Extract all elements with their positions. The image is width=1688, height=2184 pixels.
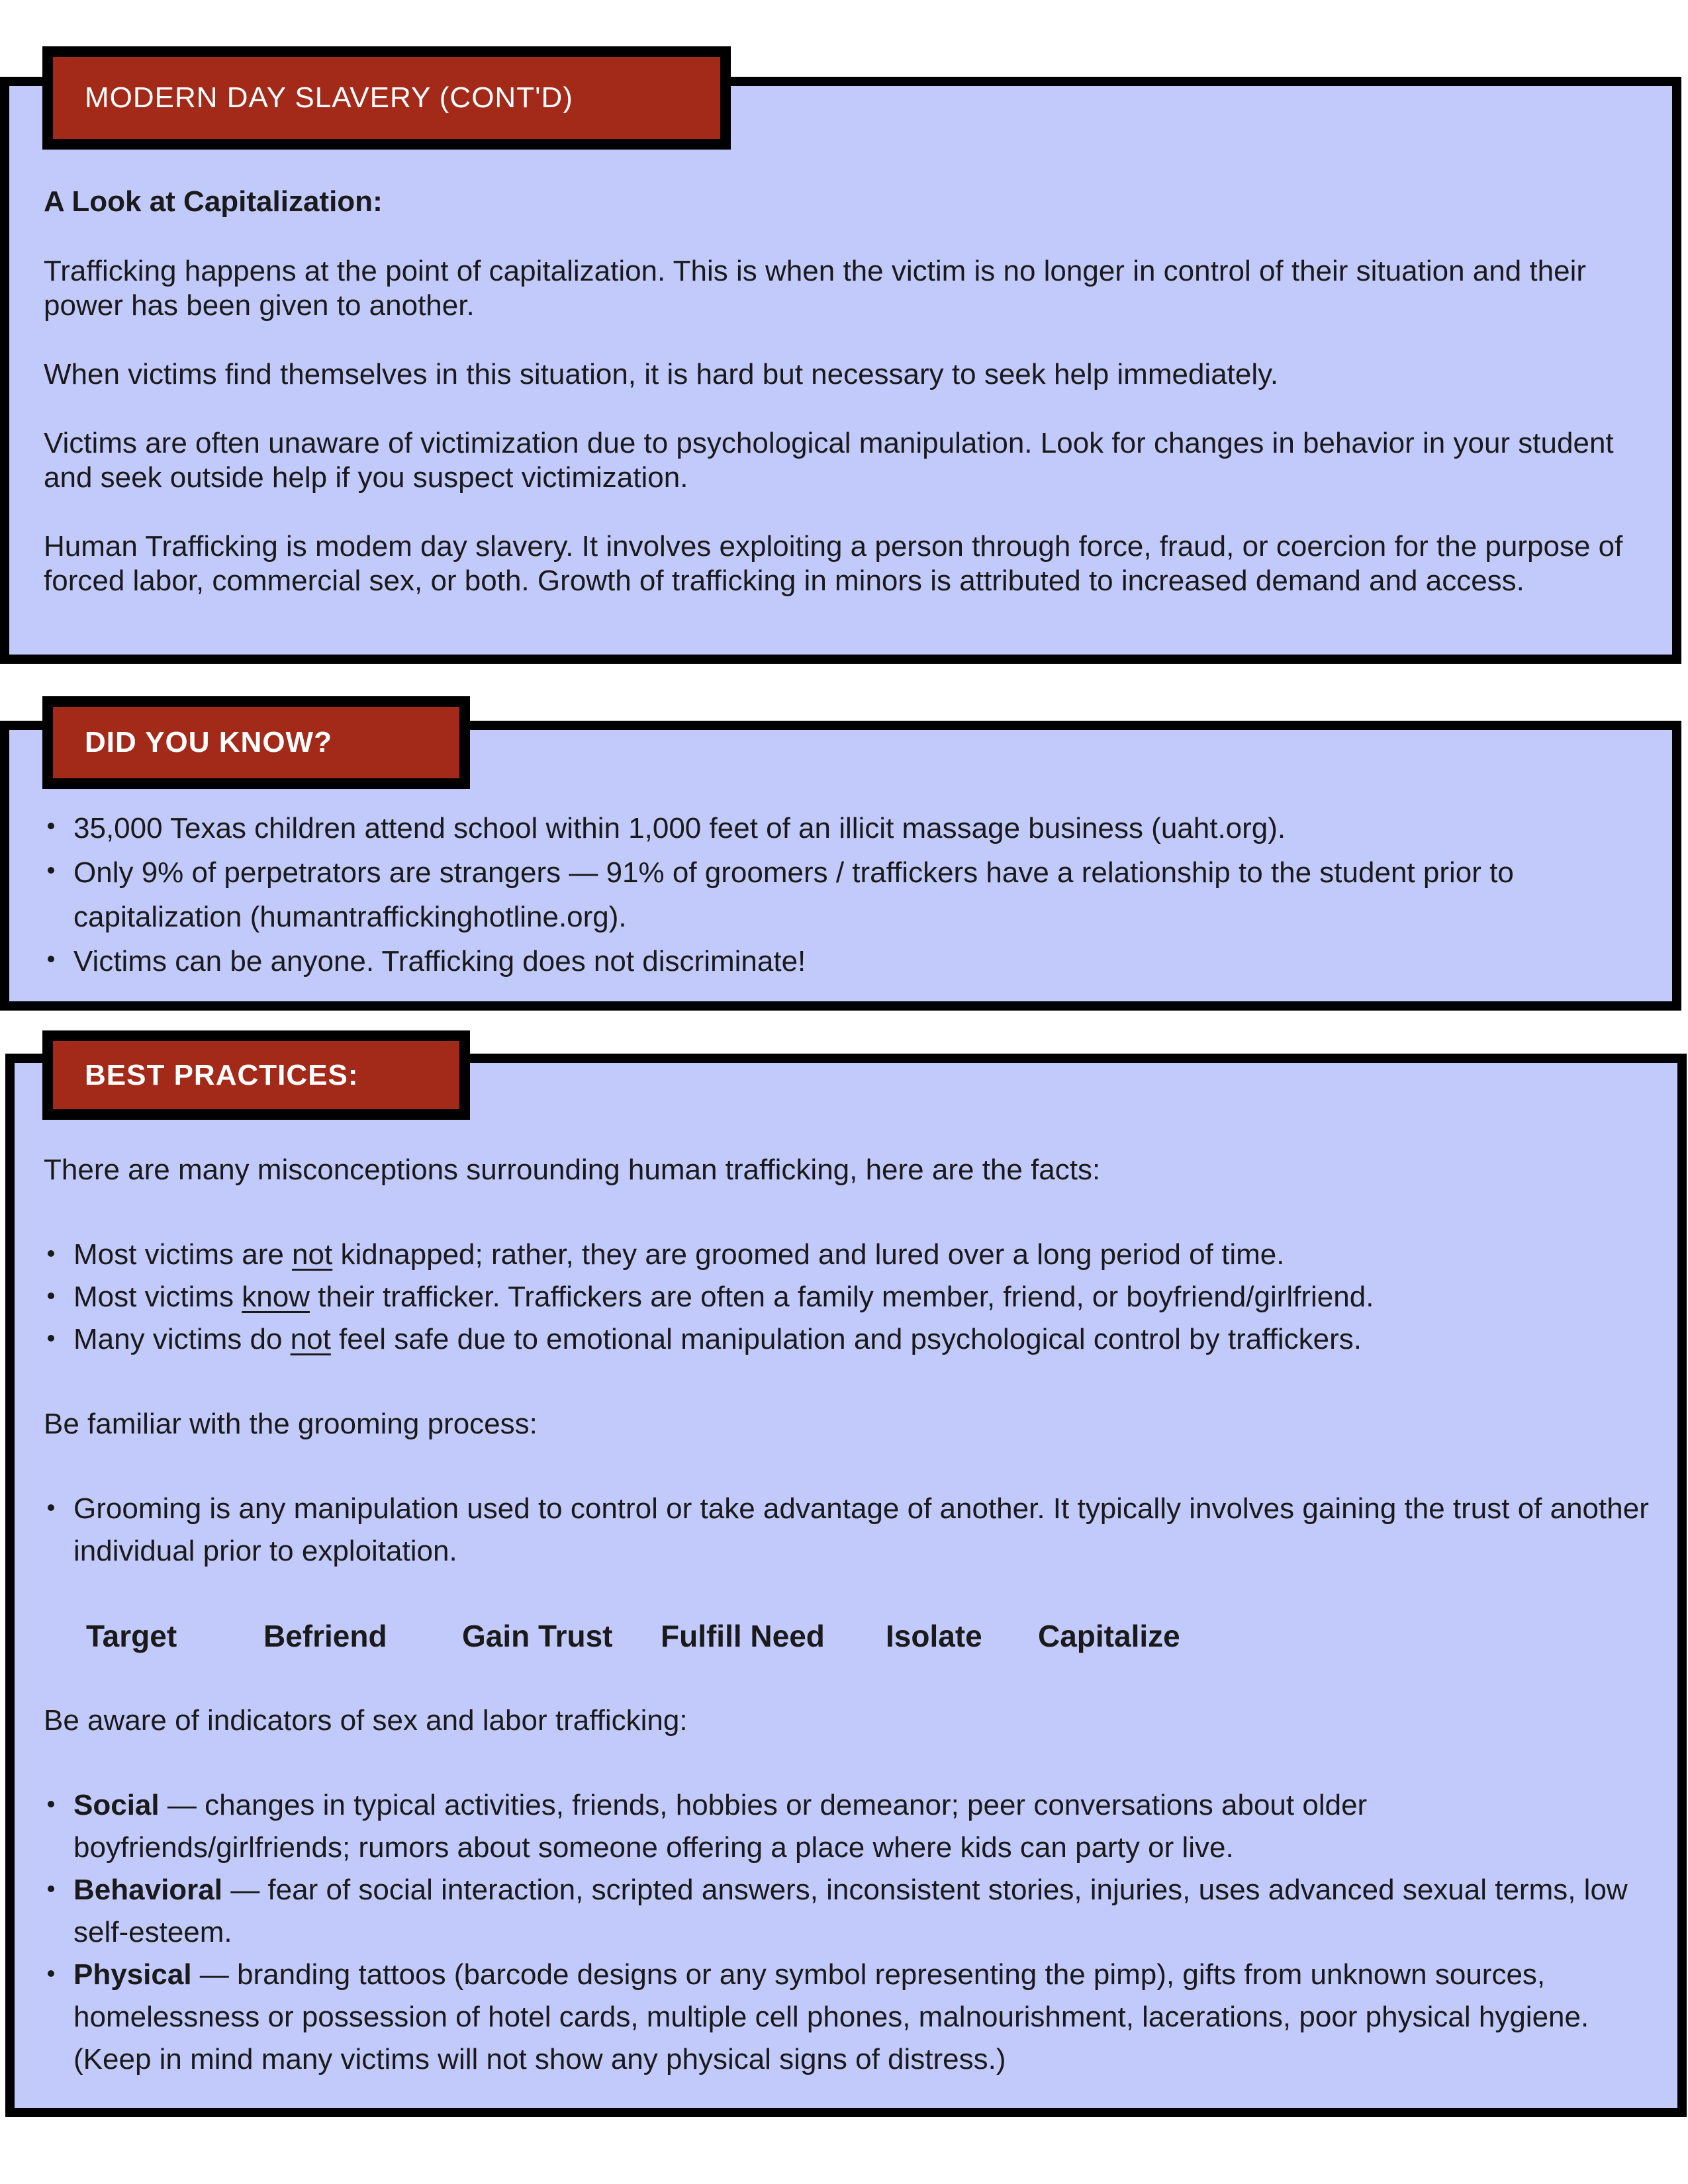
tab-label: MODERN DAY SLAVERY (CONT'D) — [85, 81, 573, 114]
tab-modern-day-slavery — [42, 46, 731, 150]
section1-content — [44, 184, 1646, 598]
grooming-step: Capitalize — [1038, 1619, 1180, 1653]
section1-paragraph: When victims find themselves in this situation, it is hard but necessary to seek help immediately. — [44, 358, 1279, 390]
list-item: Many victims do not feel safe due to emotional manipulation and psychological control by traffickers. — [44, 1318, 1651, 1361]
grooming-steps — [44, 1615, 1651, 1657]
grooming-step: Isolate — [886, 1619, 982, 1653]
section3-content — [44, 1149, 1651, 2081]
list-item: Grooming is any manipulation used to control or take advantage of another. It typically involves gaining the trust of another individual prior to exploitation. — [44, 1488, 1651, 1572]
panel-best-practices — [5, 1054, 1687, 2117]
section1-paragraph: Trafficking happens at the point of capitalization. This is when the victim is no longer in control of their situation and their power has been given to another. — [44, 255, 1587, 322]
tab-did-you-know — [42, 696, 470, 789]
facts-list — [44, 1234, 1651, 1361]
indicators-list — [44, 1784, 1651, 2081]
list-item: 35,000 Texas children attend school within 1,000 feet of an illicit massage business (uaht.org). — [44, 806, 1652, 850]
section1-paragraph: Human Trafficking is modem day slavery. It involves exploiting a person through force, fraud, or coercion for the purpose of forced labor, commercial sex, or both. Growth of trafficking in minors is attributed to increased demand and access. — [44, 530, 1623, 597]
tab-label: DID YOU KNOW? — [85, 726, 332, 758]
list-item: Victims can be anyone. Trafficking does not discriminate! — [44, 939, 1652, 983]
tab-best-practices — [42, 1030, 470, 1120]
section2-content — [44, 806, 1652, 983]
section1-paragraph: Victims are often unaware of victimization due to psychological manipulation. Look for changes in behavior in your student and seek outside help if you suspect victimization. — [44, 427, 1614, 494]
grooming-intro: Be familiar with the grooming process: — [44, 1408, 538, 1440]
list-item: Only 9% of perpetrators are strangers — 91% of groomers / traffickers have a relationship to the student prior to capitalization (humantraffickinghotline.org). — [44, 850, 1652, 939]
grooming-list — [44, 1488, 1651, 1572]
list-item: Behavioral — fear of social interaction, scripted answers, inconsistent stories, injuries, uses advanced sexual terms, low self-esteem. — [44, 1869, 1651, 1954]
section1-heading: A Look at Capitalization: — [44, 185, 383, 218]
best-practices-intro: There are many misconceptions surrounding human trafficking, here are the facts: — [44, 1154, 1101, 1186]
panel-modern-day-slavery — [0, 77, 1681, 664]
grooming-step: Befriend — [263, 1619, 387, 1653]
grooming-step: Fulfill Need — [661, 1619, 825, 1653]
list-item: Most victims are not kidnapped; rather, they are groomed and lured over a long period of time. — [44, 1234, 1651, 1276]
list-item: Most victims know their trafficker. Traffickers are often a family member, friend, or boyfriend/girlfriend. — [44, 1276, 1651, 1318]
grooming-step: Gain Trust — [462, 1619, 613, 1653]
list-item: Physical — branding tattoos (barcode designs or any symbol representing the pimp), gifts from unknown sources, homelessness or possession of hotel cards, multiple cell phones, malnourishment, lacerations, poor physical hygiene. (Keep in mind many victims will not show any physical signs of distress.) — [44, 1954, 1651, 2081]
grooming-step: Target — [86, 1619, 177, 1653]
tab-label: BEST PRACTICES: — [85, 1058, 359, 1091]
indicators-intro: Be aware of indicators of sex and labor trafficking: — [44, 1704, 688, 1737]
list-item: Social — changes in typical activities, friends, hobbies or demeanor; peer conversations about older boyfriends/girlfriends; rumors about someone offering a place where kids can party or live. — [44, 1784, 1651, 1869]
did-you-know-list — [44, 806, 1652, 983]
